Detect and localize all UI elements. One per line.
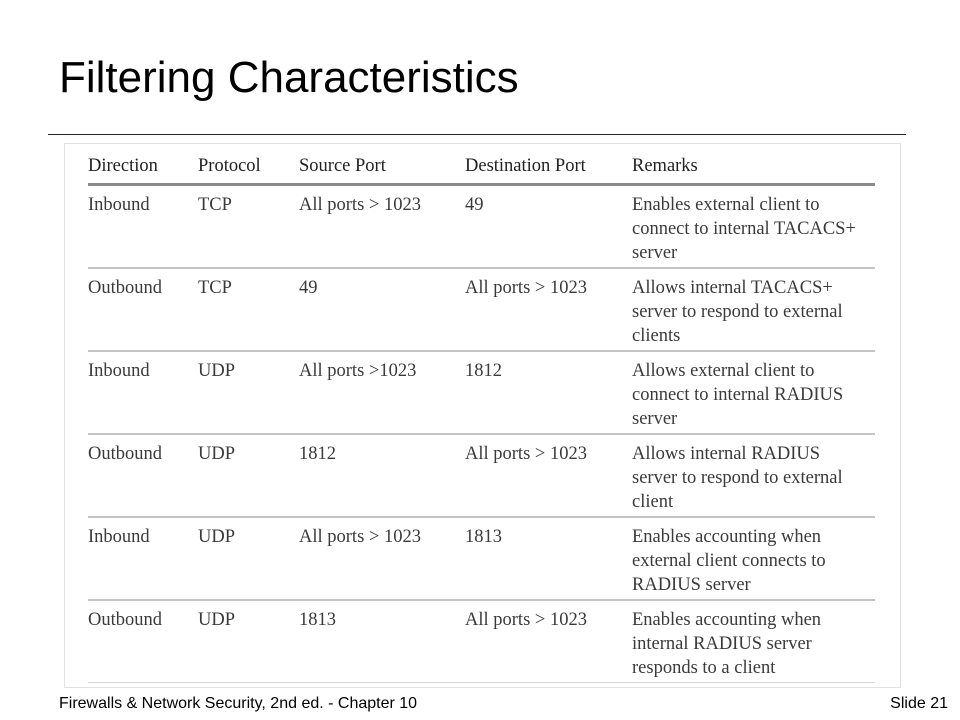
remark-text: Allows external client to connect to internal RADIUS server bbox=[632, 361, 844, 429]
footer-slide-number: Slide 21 bbox=[890, 695, 948, 712]
cell-source-port: All ports > 1023 bbox=[299, 517, 465, 600]
remark-text: Enables external client to connect to internal TACACS+ server bbox=[632, 195, 856, 263]
table-row bbox=[88, 517, 875, 600]
cell-protocol: UDP bbox=[198, 600, 299, 683]
cell-destination-port: All ports > 1023 bbox=[465, 600, 632, 683]
cell-remarks bbox=[632, 185, 875, 269]
header-source-port: Source Port bbox=[299, 150, 465, 185]
cell-destination-port: All ports > 1023 bbox=[465, 434, 632, 517]
slide-title: Filtering Characteristics bbox=[59, 53, 519, 102]
cell-destination-port: 1813 bbox=[465, 517, 632, 600]
cell-direction: Outbound bbox=[88, 268, 198, 351]
table-row bbox=[88, 185, 875, 269]
header-protocol: Protocol bbox=[198, 150, 299, 185]
cell-destination-port: 49 bbox=[465, 185, 632, 269]
cell-remarks bbox=[632, 517, 875, 600]
cell-destination-port: 1812 bbox=[465, 351, 632, 434]
table-row bbox=[88, 600, 875, 683]
remark-text: Allows internal TACACS+ server to respond to external clients bbox=[632, 278, 843, 346]
cell-remarks bbox=[632, 268, 875, 351]
cell-source-port: 1813 bbox=[299, 600, 465, 683]
cell-protocol: TCP bbox=[198, 185, 299, 269]
filtering-table bbox=[88, 150, 875, 683]
header-remarks: Remarks bbox=[632, 150, 875, 185]
table-row bbox=[88, 268, 875, 351]
cell-protocol: UDP bbox=[198, 434, 299, 517]
cell-remarks bbox=[632, 351, 875, 434]
cell-source-port: 49 bbox=[299, 268, 465, 351]
cell-source-port: All ports > 1023 bbox=[299, 185, 465, 269]
table-row bbox=[88, 434, 875, 517]
footer-course-title: Firewalls & Network Security, 2nd ed. - Chapter 10 bbox=[59, 695, 418, 712]
cell-remarks bbox=[632, 434, 875, 517]
remark-text: Enables accounting when internal RADIUS server responds to a client bbox=[632, 610, 822, 678]
cell-direction: Outbound bbox=[88, 434, 198, 517]
table-image-frame bbox=[64, 143, 901, 688]
cell-protocol: UDP bbox=[198, 351, 299, 434]
cell-direction: Outbound bbox=[88, 600, 198, 683]
cell-direction: Inbound bbox=[88, 351, 198, 434]
title-divider bbox=[48, 134, 906, 135]
cell-source-port: 1812 bbox=[299, 434, 465, 517]
remark-text: Allows internal RADIUS server to respond to external client bbox=[632, 444, 843, 512]
table-row bbox=[88, 351, 875, 434]
header-destination-port: Destination Port bbox=[465, 150, 632, 185]
cell-direction: Inbound bbox=[88, 517, 198, 600]
cell-remarks bbox=[632, 600, 875, 683]
cell-source-port: All ports >1023 bbox=[299, 351, 465, 434]
cell-direction: Inbound bbox=[88, 185, 198, 269]
remark-text: Enables accounting when external client connects to RADIUS server bbox=[632, 527, 826, 595]
cell-protocol: UDP bbox=[198, 517, 299, 600]
header-direction: Direction bbox=[88, 150, 198, 185]
cell-protocol: TCP bbox=[198, 268, 299, 351]
table-header-row bbox=[88, 150, 875, 185]
cell-destination-port: All ports > 1023 bbox=[465, 268, 632, 351]
